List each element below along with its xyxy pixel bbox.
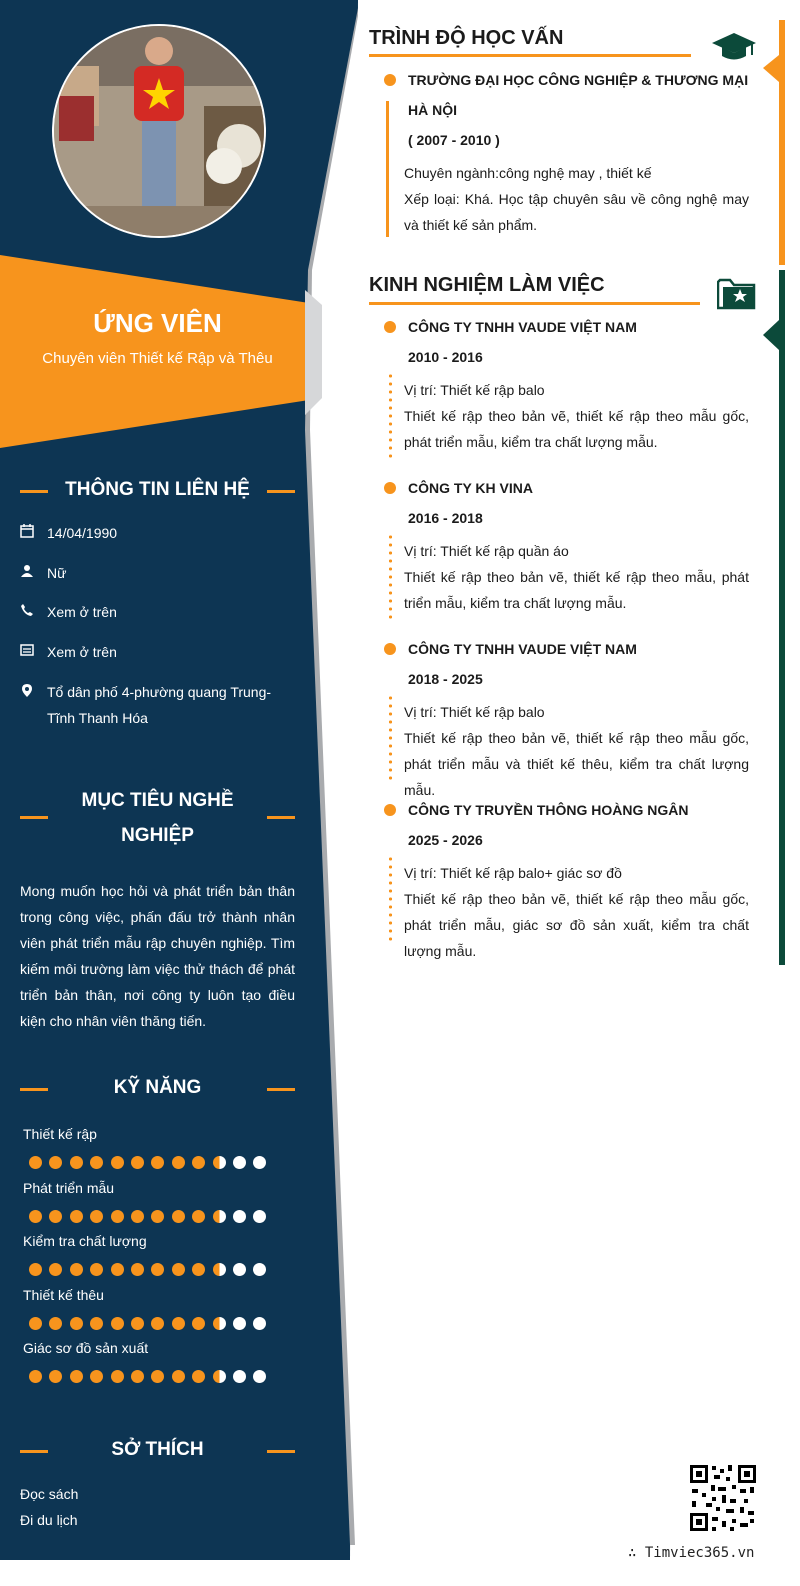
rating-dot: [111, 1317, 124, 1330]
education-period: ( 2007 - 2010 ): [408, 132, 500, 148]
email-icon: [20, 643, 34, 657]
job-company: CÔNG TY KH VINA: [408, 480, 533, 496]
rating-dot: [111, 1370, 124, 1383]
rating-dot: [29, 1370, 42, 1383]
job-timeline: [389, 372, 392, 458]
rating-dot: [111, 1156, 124, 1169]
skill-label: Phát triển mẫu: [23, 1180, 115, 1196]
map-marker-icon: [20, 683, 34, 697]
rating-dot: [233, 1317, 246, 1330]
job-bullet: [384, 321, 396, 333]
rating-dot: [70, 1156, 83, 1169]
rating-dot: [70, 1370, 83, 1383]
experience-underline: [369, 302, 700, 305]
education-underline: [369, 54, 691, 57]
job-position: Vị trí: Thiết kế rập quần áo: [404, 543, 569, 559]
job-position: Vị trí: Thiết kế rập balo+ giác sơ đồ: [404, 865, 622, 881]
skill-label: Kiểm tra chất lượng: [23, 1233, 147, 1249]
watermark: ∴ Timviec365.vn: [628, 1545, 755, 1561]
rating-dot: [111, 1263, 124, 1276]
job-timeline: [389, 694, 392, 780]
job-period: 2025 - 2026: [408, 832, 483, 848]
skill-label: Giác sơ đồ sản xuất: [23, 1340, 149, 1356]
education-heading: TRÌNH ĐỘ HỌC VẤN: [369, 27, 564, 49]
rating-dot: [70, 1263, 83, 1276]
skill-label: Thiết kế rập: [23, 1126, 97, 1142]
experience-accent-bar: [779, 270, 785, 965]
job-description: Thiết kế rập theo bản vẽ, thiết kế rập theo mẫu gốc, phát triển mẫu và thiết kế thêu, kiểm tra chất lượng mẫu.: [404, 730, 749, 798]
education-detail: Xếp loại: Khá. Học tập chuyên sâu về công nghệ may và thiết kế sản phẩm.: [404, 191, 749, 233]
rating-dot: [233, 1156, 246, 1169]
rating-dot: [131, 1317, 144, 1330]
rating-dot: [131, 1370, 144, 1383]
profile-photo: [52, 24, 266, 238]
rating-dot: [172, 1317, 185, 1330]
rating-dot: [233, 1263, 246, 1276]
rating-dot: [131, 1263, 144, 1276]
rating-dot: [213, 1210, 226, 1223]
rating-dot: [172, 1156, 185, 1169]
rating-dot: [111, 1210, 124, 1223]
rating-dot: [29, 1210, 42, 1223]
job-timeline: [389, 855, 392, 941]
job-bullet: [384, 804, 396, 816]
rating-dot: [29, 1263, 42, 1276]
job-timeline: [389, 533, 392, 619]
job-position: Vị trí: Thiết kế rập balo: [404, 704, 545, 720]
education-accent-bar: [779, 20, 785, 265]
hobbies-heading: SỞ THÍCH: [20, 1439, 295, 1461]
rating-dot: [213, 1263, 226, 1276]
phone-icon: [20, 603, 34, 617]
folder-star-icon: [717, 277, 757, 310]
education-bullet: [384, 74, 396, 86]
graduation-cap-icon: [711, 31, 757, 63]
rating-dot: [70, 1210, 83, 1223]
hobby-item: Đi du lịch: [20, 1512, 78, 1528]
job-company: CÔNG TY TNHH VAUDE VIỆT NAM: [408, 641, 637, 657]
objective-heading: MỤC TIÊU NGHỀ NGHIỆP: [20, 783, 295, 853]
rating-dot: [131, 1156, 144, 1169]
job-bullet: [384, 643, 396, 655]
hobby-item: Đọc sách: [20, 1486, 79, 1502]
job-period: 2018 - 2025: [408, 671, 483, 687]
rating-dot: [29, 1317, 42, 1330]
candidate-name: ỨNG VIÊN: [93, 308, 222, 338]
rating-dot: [233, 1370, 246, 1383]
user-icon: [20, 564, 34, 578]
candidate-title: Chuyên viên Thiết kế Rập và Thêu: [42, 350, 273, 367]
contact-address: Tổ dân phố 4-phường quang Trung- Tĩnh Thanh Hóa: [20, 679, 300, 731]
rating-dot: [213, 1317, 226, 1330]
job-period: 2010 - 2016: [408, 349, 483, 365]
job-bullet: [384, 482, 396, 494]
education-major: Chuyên ngành:công nghệ may , thiết kế: [404, 165, 652, 181]
rating-dot: [213, 1156, 226, 1169]
school-name: TRƯỜNG ĐẠI HỌC CÔNG NGHIỆP & THƯƠNG MẠI: [408, 72, 749, 88]
rating-dot: [172, 1263, 185, 1276]
skills-heading: KỸ NĂNG: [20, 1077, 295, 1099]
education-timeline: [386, 101, 389, 237]
job-company: CÔNG TY TRUYỀN THÔNG HOÀNG NGÂN: [408, 802, 689, 818]
rating-dot: [172, 1210, 185, 1223]
calendar-icon: [20, 524, 34, 538]
job-period: 2016 - 2018: [408, 510, 483, 526]
job-description: Thiết kế rập theo bản vẽ, thiết kế rập theo mẫu gốc, phát triển mẫu, giác sơ đồ sản xuất, kiểm tra chất lượng mẫu.: [404, 891, 749, 959]
rating-dot: [131, 1210, 144, 1223]
rating-dot: [172, 1370, 185, 1383]
rating-dot: [233, 1210, 246, 1223]
job-company: CÔNG TY TNHH VAUDE VIỆT NAM: [408, 319, 637, 335]
skill-label: Thiết kế thêu: [23, 1287, 104, 1303]
experience-heading: KINH NGHIỆM LÀM VIỆC: [369, 274, 605, 296]
objective-text: Mong muốn học hỏi và phát triển bản thân trong công việc, phấn đấu trở thành nhân viên phát triển mẫu rập chuyên nghiệp. Tìm kiếm môi trường làm việc thử thách để phát triển bản thân, nơi công ty luôn tạo điều kiện cho nhân viên thăng tiến.: [20, 883, 295, 1029]
job-description: Thiết kế rập theo bản vẽ, thiết kế rập theo mẫu gốc, phát triển mẫu, kiểm tra chất lượng mẫu.: [404, 408, 749, 450]
job-description: Thiết kế rập theo bản vẽ, thiết kế rập theo mẫu, phát triển mẫu, kiểm tra chất lượng mẫu.: [404, 569, 749, 611]
rating-dot: [70, 1317, 83, 1330]
rating-dot: [29, 1156, 42, 1169]
qr-code: [688, 1463, 758, 1533]
rating-dot: [213, 1370, 226, 1383]
job-position: Vị trí: Thiết kế rập balo: [404, 382, 545, 398]
contact-heading: THÔNG TIN LIÊN HỆ: [20, 479, 295, 501]
school-name-line2: HÀ NỘI: [408, 102, 457, 118]
